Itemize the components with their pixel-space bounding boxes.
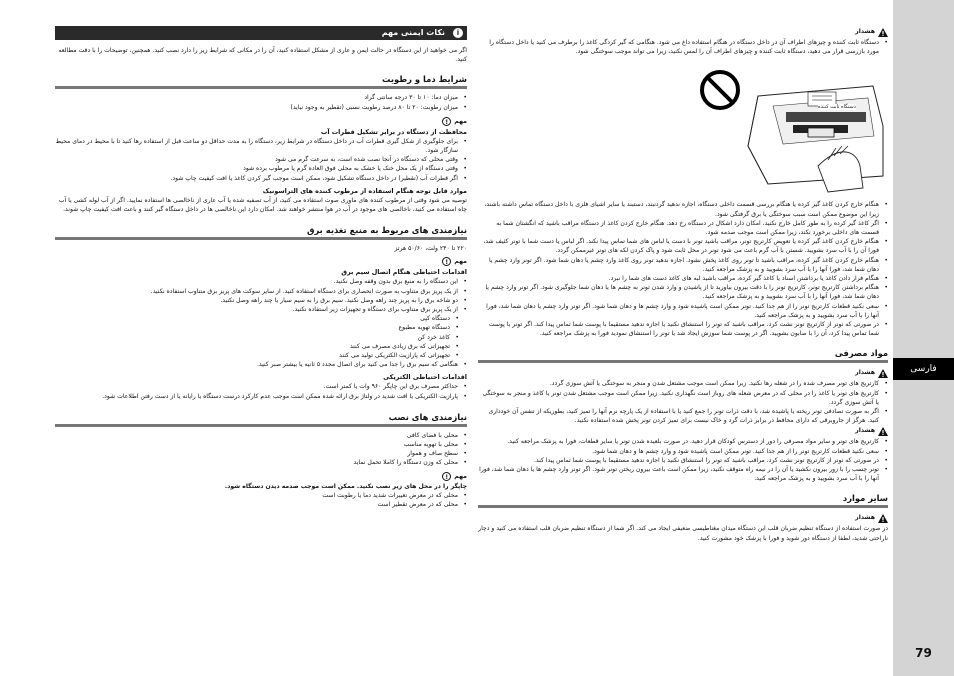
list-item: • کارتریج های تونر مصرف شده را در شعله رها نکنید. زیرا ممکن است موجب مشتعل شدن و منجر به سوختگی یا آتش سوزی گردد. bbox=[478, 379, 888, 388]
list-item: • وقتی محلی که دستگاه در آنجا نصب شده است، به سرعت گرم می شود bbox=[55, 155, 467, 164]
list-item: • کارتریج های تونر یا کاغذ را در محلی که در معرض شعله های روباز است نگهداری نکنید. زیرا ممکن است موجب مشتعل شدن تونر یا کاغذ و منجر به سوختگی یا آتش سوزی گردد. bbox=[478, 389, 888, 407]
figure-label: دستگاه ثابت کننده bbox=[818, 104, 856, 111]
consumables-warning-list bbox=[478, 379, 888, 425]
list-item: • میزان رطوبت: ۲۰ تا ۸۰ درصد رطوبت نسبی (تقطیر به وجود نیاید) bbox=[55, 103, 467, 112]
voltage-text: ۲۲۰ تا ۲۴۰ ولت، ۵۰/۶۰ هرتز bbox=[394, 245, 467, 253]
warning-heading: هشدار bbox=[478, 26, 888, 38]
list-item: • دو شاخه برق را به پریز چند راهه وصل نکنید. سیم برق را به سیم سیار یا چند راهه وصل نکنید. bbox=[55, 296, 467, 305]
section-heading: مواد مصرفی bbox=[478, 347, 888, 363]
subheading: موارد قابل توجه هنگام استفاده از مرطوب کننده های التراسونیک bbox=[262, 186, 467, 195]
list-item: • محلی که در معرض تقطیر است bbox=[55, 500, 467, 509]
list-item: • هنگام خارج کردن کاغذ گیر کرده یا تعویض کارتریج تونر، مراقب باشید تونر با دست یا لباس های شما تماس پیدا نکند. اگر لباس یا دست شما با تونر کثیف شد، فورا آن را با آب سرد بشویید. شستن با آب گرم باعث می شود تونر در محل ثابت شود و پاک کردن لکه های تونر غیرممکن گردد. bbox=[478, 237, 888, 255]
list-item: • تونر چسب را با زور بیرون نکشید یا آن را در نیمه راه متوقف نکنید، زیرا ممکن است باعث بیرون ریختن تونر شود. اگر تونر وارد چشم ها یا دهان شما شد، فورا آنها را با آب سرد بشویید و به پزشک مراجعه کنید. bbox=[478, 465, 888, 483]
side-tab-strip bbox=[893, 0, 954, 676]
condensation-list bbox=[55, 137, 467, 183]
consumables-caution-list bbox=[478, 437, 888, 483]
list-item: • دستگاه کپی bbox=[55, 314, 459, 323]
list-item: • هنگام برداشتن کارتریج تونر، کارتریج تونر را با دقت بیرون بیاورید تا از پاشیدن و وارد شدن تونر به چشم ها یا دهان شما جلوگیری شود. اگر تونر وارد چشم یا دهان شما شد، فورا آنها را با آب سرد بشویید و به پزشک مراجعه کنید. bbox=[478, 283, 888, 301]
list-item: • هنگام فرار دادن کاغذ یا برداشتن اسناد یا کاغذ گیر کرده، مراقب باشید لبه های کاغذ دست های شما را نبرد. bbox=[478, 274, 888, 283]
list-item: • هنگام خارج کردن کاغذ گیر کرده یا هنگام بررسی قسمت داخلی دستگاه، اجازه ندهید گردنبند، دستبند یا سایر اشیای فلزی با داخل دستگاه تماس داشته باشند، زیرا این موضوع ممکن است سبب سوختگی یا برق گرفتگی شود. bbox=[478, 200, 888, 218]
intro-text: اگر می خواهید از این دستگاه در حالت ایمن و عاری از مشکل استفاده کنید، آن را در مکانی که شرایط زیر را دارد نصب کنید. همچنین، توضیحات را با دقت مطالعه کنید. bbox=[58, 47, 467, 64]
section-banner: i نکات ایمنی مهم bbox=[55, 26, 467, 40]
list-item: • این دستگاه را به منبع برق بدون وقفه وصل نکنید. bbox=[55, 277, 467, 286]
list-item: • از یک پریز برق متناوب به صورت انحصاری برای دستگاه استفاده کنید. از سایر سوکت های پریز برق متناوب استفاده نکنید. bbox=[55, 287, 467, 296]
important-icon: ! bbox=[442, 472, 451, 481]
subheading: محافظت از دستگاه در برابر تشکیل قطرات آب bbox=[320, 127, 467, 136]
warning-heading: هشدار bbox=[478, 425, 888, 437]
warning-icon bbox=[878, 514, 888, 523]
list-item: • محلی با فضای کافی bbox=[55, 431, 467, 440]
list-item: • سعی نکنید قطعات کارتریج تونر را از هم جدا کنید. تونر ممکن است پاشیده شود و وارد چشم ها و دهان شما شود. اگر تونر وارد چشم یا دهان شما شد، فورا آنها را با آب سرد بشویید و به پزشک مراجعه کنید. bbox=[478, 302, 888, 320]
important-icon: ! bbox=[442, 117, 451, 126]
warning-heading: هشدار bbox=[478, 367, 888, 379]
list-item: • دستگاه تهویه مطبوع bbox=[55, 323, 459, 332]
subheading: اقدامات احتیاطی الکتریکی bbox=[383, 373, 467, 382]
list-item: • از یک پریز برق متناوب برای دستگاه و تجهیزات زیر استفاده نکنید. bbox=[55, 305, 467, 314]
jam-warning-list bbox=[478, 200, 888, 338]
list-item: • کارتریج های تونر و سایر مواد مصرفی را دور از دسترس کودکان قرار دهید. در صورت بلعیده شدن تونر یا سایر قطعات، فورا به پزشک مراجعه کنید. bbox=[478, 437, 888, 446]
right-column bbox=[478, 26, 888, 543]
subheading: اقدامات احتیاطی هنگام اتصال سیم برق bbox=[341, 268, 467, 277]
list-item: • هنگام خارج کردن کاغذ گیر کرده، مراقب باشید تا تونر روی کاغذ پخش نشود. اجازه ندهید تونر روی کاغذ وارد چشم یا دهان شما شود. اگر تونر وارد چشم یا دهان شما شد، فورا آنها را با آب سرد بشویید و به پزشک مراجعه کنید. bbox=[478, 256, 888, 274]
list-item: • محلی که وزن دستگاه را کاملا تحمل نماید bbox=[55, 458, 467, 467]
list-item: • کاغذ خرد کن bbox=[55, 333, 459, 342]
list-item: • سطح صاف و هموار bbox=[55, 449, 467, 458]
list-item: • در صورتی که تونر از کارتریج تونر نشت کرد، مراقب باشید که تونر را استنشاق نکنید یا اجازه ندهید مستقیما با پوست شما تماس پیدا کند. bbox=[478, 456, 888, 465]
info-icon: i bbox=[453, 28, 463, 38]
warning-icon bbox=[878, 28, 888, 37]
list-item: • تجهیزاتی که پارازیت الکتریکی تولید می کنند bbox=[55, 351, 459, 360]
list-item: • اگر به صورت تصادفی تونر ریخته یا پاشیده شد، با دقت ذرات تونر را جمع کنید یا با استفاده از یک پارچه نرم آنها را تمیز کنید، بطوریکه از تنفس آن خودداری کنید. هرگز از جاروبرقی که دارای محافظ در برابر ذرات گرد و خاک نیست برای تمیز کردن تونر پخش شده استفاده نکنید. bbox=[478, 407, 888, 425]
warning-icon bbox=[878, 427, 888, 436]
power-list bbox=[55, 277, 467, 369]
printer-illustration bbox=[688, 56, 888, 196]
printer-drawing bbox=[688, 56, 888, 196]
warning-icon bbox=[878, 369, 888, 378]
list-item: • محلی با تهویه مناسب bbox=[55, 440, 467, 449]
bold-note: چاپگر را در محل های زیر نصب نکنید. ممکن است موجب صدمه دیدن دستگاه شود. bbox=[224, 482, 467, 490]
list-item: • در صورتی که تونر از کارتریج تونر نشت کرد، مراقب باشید که تونر را استنشاق نکنید یا اجازه ندهید مستقیما با پوست شما تماس پیدا کند. اگر تونر با پوست شما تماس پیدا کرد، آن را با صابون بشویید. اگر در پوست شما سوزش ایجاد شد یا تونر را استنشاق نمودید فورا به پزشک مراجعه کنید. bbox=[478, 320, 888, 338]
list-item: • میزان دما: ۱۰ تا ۳۰ درجه سانتی گراد bbox=[55, 93, 467, 102]
list-item: • اگر کاغذ گیر کرده را به طور کامل خارج نکنید، امکان دارد اشکال در دستگاه رخ دهد. هنگام خارج کردن کاغذ از دستگاه مراقب باشید که انگشتان شما به قسمت های داخلی برخورد نکند، زیرا ممکن است موجب صدمه شود. bbox=[478, 219, 888, 237]
list-item: • حداکثر مصرف برق این چاپگر ۹۶۰ وات یا کمتر است. bbox=[55, 382, 467, 391]
section-heading: نیازمندی های نصب bbox=[55, 411, 467, 427]
humidifier-text: توصیه می شود وقتی از مرطوب کننده های ماوری صوت استفاده می کنید، از آب تصفیه شده یا آب عاری از ناخالصی ها استفاده نمایید. اگر از آب لوله کشی یا آب چاه استفاده می کنید، ناخالصی های موجود در آب در هوا منتشر خواهند شد. امکان دارد این ناخالصی ها در داخل دستگاه گیر کنند و باعث افت کیفیت چاپ شوند. bbox=[58, 196, 467, 214]
list-item: • برای جلوگیری از شکل گیری قطرات آب در داخل دستگاه در شرایط زیر، دستگاه را به مدت حداقل دو ساعت قبل از استفاده رها کنید تا با محیط در دمای محیط سازگار شود. bbox=[55, 137, 467, 155]
electrical-list bbox=[55, 382, 467, 400]
installation-list bbox=[55, 431, 467, 468]
fixing-warning-list bbox=[478, 38, 888, 56]
temperature-list bbox=[55, 93, 467, 111]
section-heading: شرایط دما و رطوبت bbox=[55, 73, 467, 89]
list-item: • محلی که در معرض تغییرات شدید دما یا رطوبت است bbox=[55, 491, 467, 500]
list-item: • دستگاه ثابت کننده و چیزهای اطراف آن در داخل دستگاه در هنگام استفاده داغ می شود. هنگامی که گیر کردگی کاغذ را برطرف می کنید یا داخل دستگاه را مورد بازرسی قرار می دهید، دستگاه ثابت کننده و چیزهای اطراف آن را لمس نکنید، زیرا می تواند موجب سوختگی شود. bbox=[478, 38, 888, 56]
list-item: • پارازیت الکتریکی یا افت شدید در ولتاژ برق ارائه شده ممکن است موجب عدم کارکرد درست دستگاه یا رایانه یا از دست رفتن اطلاعات شود. bbox=[55, 392, 467, 401]
important-note: مهم ! bbox=[55, 471, 467, 482]
list-item: • تجهیزاتی که برق زیادی مصرف می کنند bbox=[55, 342, 459, 351]
list-item: • وقتی دستگاه از یک محل خنک یا خشک به محلی فوق العاده گرم یا مرطوب برده شود bbox=[55, 164, 467, 173]
left-column bbox=[55, 26, 467, 509]
list-item: • هنگامی که سیم برق را جدا می کنید برای اتصال مجدد ۵ ثانیه یا بیشتر صبر کنید. bbox=[55, 360, 467, 369]
language-tab[interactable]: فارسی bbox=[893, 358, 954, 380]
important-icon: ! bbox=[442, 257, 451, 266]
list-item: • اگر قطرات آب (تقطیر) در داخل دستگاه تشکیل شود، ممکن است موجب گیر کردن کاغذ یا افت کیفیت چاپ شود. bbox=[55, 174, 467, 183]
section-heading: سایر موارد bbox=[478, 492, 888, 508]
pacemaker-text: در صورت استفاده از دستگاه تنظیم ضربان قلب این دستگاه میدان مغناطیسی ضعیفی ایجاد می کند. اگر شما از دستگاه تنظیم ضربان قلب استفاده می کنید و دچار ناراحتی شدید، لطفا از دستگاه دور شوید و فورا با پزشک خود مشورت کنید. bbox=[478, 525, 888, 542]
avoid-list bbox=[55, 491, 467, 509]
list-item: • سعی نکنید قطعات کارتریج تونر را از هم جدا کنید. تونر ممکن است پاشیده شود و وارد چشم ها و دهان شما شود. bbox=[478, 447, 888, 456]
page-number: 79 bbox=[915, 646, 932, 660]
important-note: مهم ! bbox=[55, 256, 467, 267]
section-heading: نیازمندی های مربوط به منبع تغذیه برق bbox=[55, 224, 467, 240]
warning-heading: هشدار bbox=[478, 512, 888, 524]
important-note: مهم ! bbox=[55, 116, 467, 127]
